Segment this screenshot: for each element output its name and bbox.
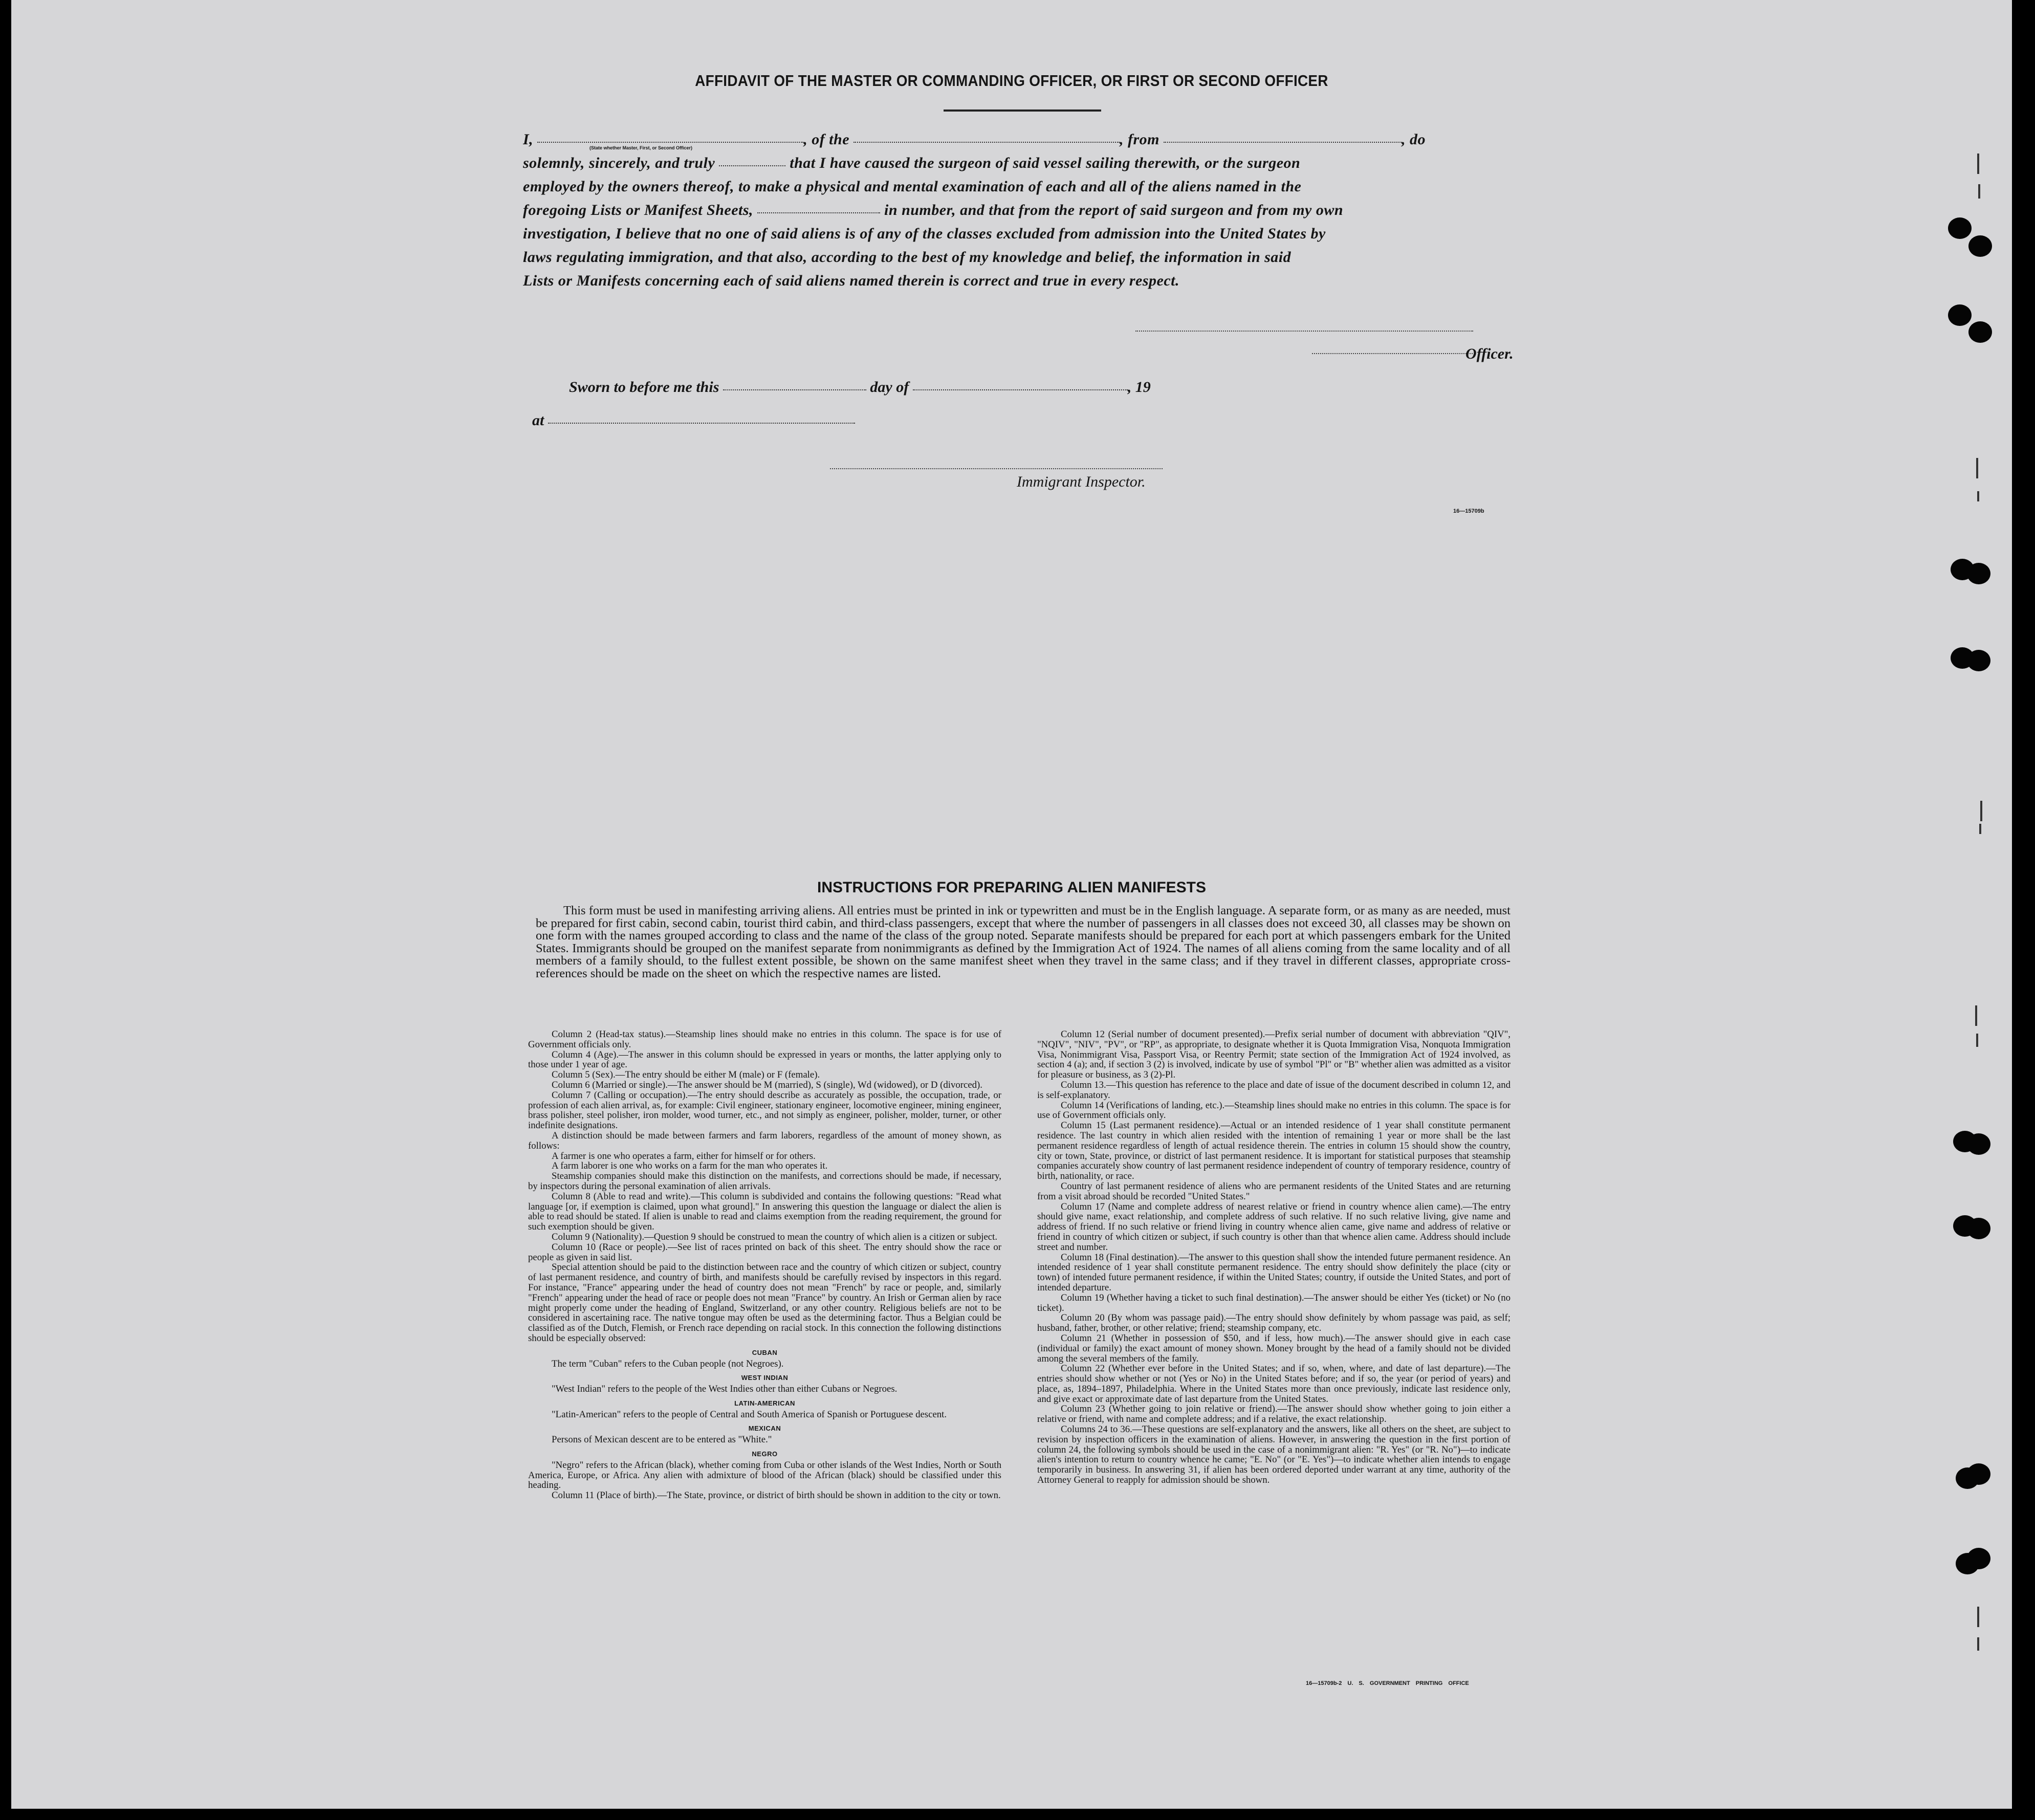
margin-mark: [1977, 1607, 1979, 1627]
instruction-paragraph: Column 6 (Married or single).—The answer should be M (married), S (single), Wd (widowed), or D (divorced).: [552, 1079, 982, 1090]
at-row: [532, 412, 855, 429]
affidavit-body: [523, 128, 1526, 293]
inspector-label: Immigrant Inspector.: [1017, 473, 1146, 490]
rank-note: (State whether Master, First, or Second Officer): [589, 145, 693, 150]
affidavit-line-4: [523, 199, 1526, 222]
officer-label: Officer.: [1465, 345, 1514, 362]
punch-hole-icon: [1967, 563, 1990, 584]
instruction-paragraph: Column 17 (Name and complete address of nearest relative or friend in country whence alien came).—The entry should give name, exact relationship, and complete address of such relative. If no such relative living, give name and address of friend. If no such relative or friend living in country whence alien came, give name and address of relative or friend in country of which citizen or subject, if such country is other than that whence alien came. Address should include street and number.: [1037, 1201, 1511, 1253]
heading-negro: NEGRO: [752, 1450, 778, 1458]
instruction-paragraph: A farmer is one who operates a farm, either for himself or for others.: [552, 1150, 816, 1161]
instruction-paragraph: A distinction should be made between farmers and farm laborers, regardless of the amount of money shown, as follows:: [528, 1130, 1001, 1151]
instruction-paragraph: Column 20 (By whom was passage paid).—The entry should show definitely by whom passage was paid, as self; husband, father, brother, or other relative; friend; steamship company, etc.: [1037, 1312, 1511, 1334]
instruction-paragraph: Column 13.—This question has reference to the place and date of issue of the document described in column 12, and is self-explanatory.: [1037, 1079, 1511, 1101]
instruction-paragraph: "Negro" refers to the African (black), whether coming from Cuba or other islands of the West Indies, North or South America, Europe, or Africa. Any alien with admixture of blood of the African (black) should be classified under this heading.: [528, 1459, 1001, 1491]
margin-mark: [1977, 154, 1979, 174]
heading-latin-american: LATIN-AMERICAN: [734, 1399, 795, 1407]
instruction-paragraph: Persons of Mexican descent are to be entered as "White.": [552, 1434, 772, 1445]
instructions-title: INSTRUCTIONS FOR PREPARING ALIEN MANIFESTS: [817, 879, 1207, 896]
instructions-left-column: [528, 1029, 1001, 1501]
margin-mark: [1976, 1034, 1978, 1047]
margin-mark: [1978, 184, 1980, 199]
instruction-paragraph: Column 11 (Place of birth).—The State, province, or district of birth should be shown in addition to the city or town.: [552, 1490, 1001, 1501]
inspector-signature-field[interactable]: [830, 468, 1163, 469]
instruction-paragraph: Column 9 (Nationality).—Question 9 should be construed to mean the country of which alien is a citizen or subject.: [552, 1231, 998, 1242]
instruction-paragraph: Column 15 (Last permanent residence).—Actual or an intended residence of 1 year shall constitute permanent residence. The last country in which alien resided with the intention of remaining 1 year or more shall be the last permanent residence regardless of length of actual residence therein. The entries in column 15 should show the country, city or town, State, province, or district of last permanent residence. It is important for statistical purposes that steamship companies accurately show country of last permanent residence independent of country of temporary residence, country of birth, nationality, or race.: [1037, 1120, 1511, 1182]
affidavit-do: , do: [1402, 131, 1426, 148]
instruction-paragraph: A farm laborer is one who works on a farm for the man who operates it.: [552, 1160, 828, 1172]
punch-hole-icon: [1967, 1133, 1990, 1155]
margin-mark: [1980, 801, 1982, 821]
instruction-paragraph: Column 14 (Verifications of landing, etc.).—Steamship lines should make no entries in this column. The space is for use of Government officials only.: [1037, 1100, 1511, 1121]
instructions-right-column: [1037, 1029, 1511, 1485]
instructions-intro: This form must be used in manifesting arriving aliens. All entries must be printed in ink or typewritten and must be in the English language. A separate form, or as many as are needed, must be prepared for first cabin, second cabin, tourist third cabin, and third-class passengers, except that where the number of passengers in all classes does not exceed 30, all classes may be shown on one form with the names grouped according to class and the name of the class of the group noted. Separate manifests should be prepared for each port at which passengers embark for the United States. Immigrants should be grouped on the manifest separate from nonimmigrants as defined by the Immigration Act of 1924. The names of all aliens coming from the same locality and of all members of a family should, to the fullest extent possible, be shown on the same manifest sheet when they travel in the same class; and if they travel in different classes, appropriate cross-references should be made on the sheet on which the respective names are listed.: [536, 904, 1511, 980]
port-field[interactable]: [1164, 139, 1402, 143]
sworn-month-field[interactable]: [913, 386, 1128, 390]
instruction-paragraph: Column 10 (Race or people).—See list of races printed on back of this sheet. The entry should show the race or people as given in said list.: [528, 1241, 1001, 1263]
form-code: 16—15709b: [1453, 508, 1484, 514]
margin-mark: [1979, 824, 1981, 834]
instruction-paragraph: "Latin-American" refers to the people of Central and South America of Spanish or Portuguese descent.: [552, 1409, 947, 1420]
printing-office-code: 16—15709b-2 U. S. GOVERNMENT PRINTING OFFICE: [1306, 1680, 1469, 1686]
punch-hole-icon: [1968, 235, 1992, 257]
margin-mark: [1976, 458, 1978, 478]
punch-hole-icon: [1967, 1463, 1990, 1485]
manifest-back-page: [11, 0, 2012, 1809]
place-field[interactable]: [548, 420, 855, 424]
sworn-row: [569, 379, 1151, 396]
signature-field[interactable]: [1135, 331, 1473, 332]
affidavit-line-4a: foregoing Lists or Manifest Sheets,: [523, 202, 754, 218]
day-of-label: day of: [870, 379, 909, 396]
instruction-paragraph: Column 8 (Able to read and write).—This column is subdivided and contains the following questions: "Read what language [or, if exemption is claimed, upon what ground]." In answering this question the language or dialect the alien is able to read should be stated. If alien is unable to read and claims exemption from the reading requirement, the ground for such exemption should be given.: [528, 1191, 1001, 1233]
instruction-paragraph: Column 19 (Whether having a ticket to such final destination).—The answer should be either Yes (ticket) or No (no ticket).: [1037, 1292, 1511, 1313]
instruction-paragraph: Column 7 (Calling or occupation).—The entry should describe as accurately as possible, the occupation, trade, or profession of each alien arrival, as, for example: Civil engineer, stationary engineer, locomotive engineer, mining engineer, brass polisher, steel polisher, iron molder, wood turner, etc., and not simply as engineer, polisher, molder, turner, or other indefinite designations.: [528, 1089, 1001, 1131]
punch-hole-icon: [1967, 1218, 1990, 1239]
affidavit-title: AFFIDAVIT OF THE MASTER OR COMMANDING OFFICER, OR FIRST OR SECOND OFFICER: [695, 72, 1328, 90]
title-divider: [944, 109, 1101, 112]
year-label: , 19: [1127, 379, 1151, 396]
instruction-paragraph: Column 21 (Whether in possession of $50, and if less, how much).—The answer should give in each case (individual or family) the exact amount of money shown. Money brought by the head of a family should not be divided among the several members of the family.: [1037, 1332, 1511, 1364]
margin-mark: [1977, 491, 1979, 501]
oath-field[interactable]: [719, 162, 785, 166]
vessel-name-field[interactable]: [854, 139, 1120, 143]
affidavit-i: I,: [523, 131, 534, 148]
officer-title-field[interactable]: [1312, 353, 1473, 354]
affidavit-of-the: , of the: [803, 131, 850, 148]
instruction-paragraph: Column 18 (Final destination).—The answer to this question shall show the intended future permanent residence. An intended residence of 1 year shall constitute permanent residence. The entry should show definitely the place (city or town) of intended future permanent residence, if within the United States; country, if outside the United States, and port of intended departure.: [1037, 1252, 1511, 1293]
instruction-paragraph: Steamship companies should make this distinction on the manifests, and corrections should be made, if necessary, by inspectors during the personal examination of alien arrivals.: [528, 1171, 1001, 1192]
instruction-paragraph: Special attention should be paid to the distinction between race and the country of which citizen or subject, country of last permanent residence, and country of birth, and manifests should be carefully revised by inspectors in this regard. For instance, "France" appearing under the head of country does not mean "French" by race or people, and, similarly "French" appearing under the head of race or people does not mean "France" by country. An Irish or German alien by race might properly come under the heading of England, Switzerland, or any other country. Religious beliefs are not to be considered in ascertaining race. The native tongue may often be used as the determining factor. Thus a Belgian could be classified as of the Dutch, Flemish, or French race depending on racial stock. In this connection the following distinctions should be especially observed:: [528, 1262, 1001, 1344]
punch-hole-icon: [1968, 321, 1992, 343]
heading-cuban: CUBAN: [752, 1348, 778, 1356]
sheet-count-field[interactable]: [757, 209, 880, 213]
affidavit-from: , from: [1120, 131, 1160, 148]
officer-rank-field[interactable]: [537, 139, 803, 143]
margin-mark: [1975, 1005, 1977, 1026]
instruction-paragraph: Column 5 (Sex).—The entry should be either M (male) or F (female).: [552, 1069, 820, 1081]
affidavit-line-3: employed by the owners thereof, to make a physical and mental examination of each and all of the aliens named in the: [523, 178, 1302, 195]
at-label: at: [532, 412, 544, 429]
instruction-paragraph: Column 23 (Whether going to join relative or friend).—The answer should show whether going to join either a relative or friend, with name and complete address; and if a relative, the exact relationship.: [1037, 1404, 1511, 1425]
affidavit-line-2b: that I have caused the surgeon of said vessel sailing therewith, or the surgeon: [790, 155, 1301, 171]
punch-hole-icon: [1948, 304, 1972, 326]
margin-mark: [1977, 1637, 1979, 1651]
instruction-paragraph: Column 2 (Head-tax status).—Steamship lines should make no entries in this column. The space is for use of Government officials only.: [528, 1029, 1001, 1050]
punch-hole-icon: [1967, 1548, 1990, 1569]
affidavit-line-6: laws regulating immigration, and that also, according to the best of my knowledge and belief, the information in said: [523, 249, 1292, 266]
instruction-paragraph: Columns 24 to 36.—These questions are self-explanatory and the answers, like all others on the sheet, are subject to revision by inspection officers in the examination of aliens. However, in answering the question in the first portion of column 24, the following symbols should be used in the case of a nonimmigrant alien: "R. Yes" (or "R. No")—to indicate alien's intention to return to country whence he came; "E. No" (or "E. Yes")—to indicate whether alien intends to engage temporarily in business. In answering 31, if alien has been ordered deported under warrant at any time, authority of the Attorney General to reapply for admission should be shown.: [1037, 1424, 1511, 1486]
sworn-day-field[interactable]: [723, 386, 866, 390]
affidavit-line-4b: in number, and that from the report of said surgeon and from my own: [884, 202, 1344, 218]
instruction-paragraph: Column 4 (Age).—The answer in this column should be expressed in years or months, the latter applying only to those under 1 year of age.: [528, 1049, 1001, 1070]
affidavit-line-5: investigation, I believe that no one of said aliens is of any of the classes excluded from admission into the United States by: [523, 225, 1326, 242]
heading-mexican: MEXICAN: [748, 1424, 781, 1433]
punch-hole-icon: [1967, 650, 1990, 671]
affidavit-line-7: Lists or Manifests concerning each of said aliens named therein is correct and true in every respect.: [523, 272, 1179, 289]
affidavit-line-2: [523, 151, 1526, 175]
affidavit-line-2a: solemnly, sincerely, and truly: [523, 155, 715, 171]
instruction-paragraph: Column 12 (Serial number of document presented).—Prefix serial number of document with abbreviation "QIV", "NQIV", "NIV", "PV", or "RP", as appropriate, to designate whether it is Quota Immigration Visa, Nonquota Immigration Visa, Nonimmigrant Visa, Passport Visa, or Reentry Permit; state section of the Immigration Act of 1924 involved, as section 4 (a); and, if section 3 (2) is involved, indicate by use of symbol "Pl" or "B" whether alien was admitted as a visitor for pleasure or business, as 3 (2)-Pl.: [1037, 1029, 1511, 1081]
instruction-paragraph: "West Indian" refers to the people of the West Indies other than either Cubans or Negroes.: [552, 1384, 898, 1395]
sworn-label: Sworn to before me this: [569, 379, 719, 396]
instruction-paragraph: Column 22 (Whether ever before in the United States; and if so, when, where, and date of last departure).—The entries should show whether or not (Yes or No) in the United States before; and if so, the year (or period of years) and place, as, 1894–1897, Philadelphia. Where in the United States more than once previously, indicate last residence only, and give exact or approximate date of last departure from the United States.: [1037, 1363, 1511, 1405]
instruction-paragraph: Country of last permanent residence of aliens who are permanent residents of the United States and are returning from a visit abroad should be recorded "United States.": [1037, 1180, 1511, 1202]
punch-hole-icon: [1948, 217, 1972, 239]
heading-west-indian: WEST INDIAN: [741, 1374, 789, 1382]
instruction-paragraph: The term "Cuban" refers to the Cuban people (not Negroes).: [552, 1358, 784, 1369]
